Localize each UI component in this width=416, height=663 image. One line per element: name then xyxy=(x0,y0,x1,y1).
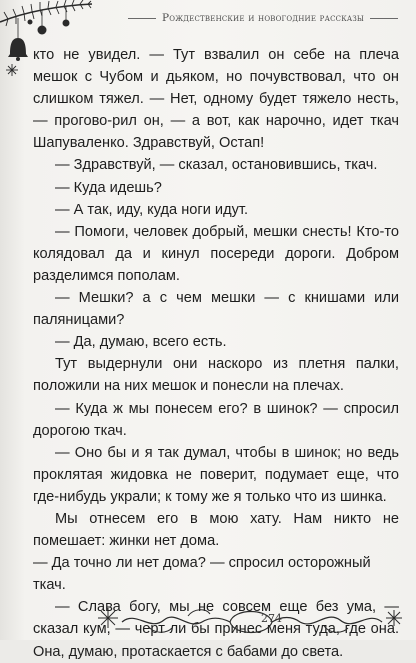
paragraph: Тут выдернули они наскоро из плетня палки, положили на них мешок и понесли на плечах. xyxy=(33,356,399,395)
paragraph: — Да, думаю, всего есть. xyxy=(55,334,227,351)
paragraph: — Мешки? а с чем мешки — с книшами или паляницами? xyxy=(33,290,399,329)
running-title: Рождественские и новогодние рассказы xyxy=(162,12,364,24)
paragraph: — Да точно ли нет дома? — спросил осторожный xyxy=(33,555,371,572)
paragraph: — А так, иду, куда ноги идут. xyxy=(55,201,249,218)
paragraph: — Помоги, человек добрый, мешки снесть! Кто-то колядовал да и кинул посереди дороги. Добром разделимся пополам. xyxy=(33,223,399,284)
header-rule-right xyxy=(370,18,398,19)
snowflake-flourish-icon xyxy=(88,602,408,640)
paragraph: ткач. xyxy=(33,577,66,594)
paragraph: — Куда идешь? xyxy=(55,179,162,196)
paragraph: — Слава богу, мы не совсем еще без ума, — сказал кум, — черт ли бы принес меня туда, где она. Она, думаю, протаскается с бабами до света. xyxy=(33,599,399,660)
page-number: 274 xyxy=(261,612,282,625)
body-text xyxy=(33,44,399,663)
paragraph: Мы отнесем его в мою хату. Нам никто не помешает: жинки нет дома. xyxy=(33,510,399,550)
paragraph: — Оно бы и я так думал, чтобы в шинок; но ведь проклятая жидовка не поверит, подумает еще, что где-нибудь украли; к тому же я только что из шинка. xyxy=(33,444,399,505)
header-rule-left xyxy=(128,18,156,19)
running-head xyxy=(128,8,398,28)
paragraph: — Куда ж мы понесем его? в шинок? — спросил дорогою ткач. xyxy=(33,400,399,439)
paragraph: кто не увидел. — Тут взвалил он себе на плеча мешок с Чубом и дьяком, но почувствовал, что он слишком тяжел. — Нет, одному будет тяжело несть, — прогово-рил он, — а вот, как нарочно, идет ткач Шапуваленко. Здравствуй, Остап! xyxy=(33,47,399,152)
paragraph: — Здравствуй, — сказал, остановившись, ткач. xyxy=(55,157,378,174)
